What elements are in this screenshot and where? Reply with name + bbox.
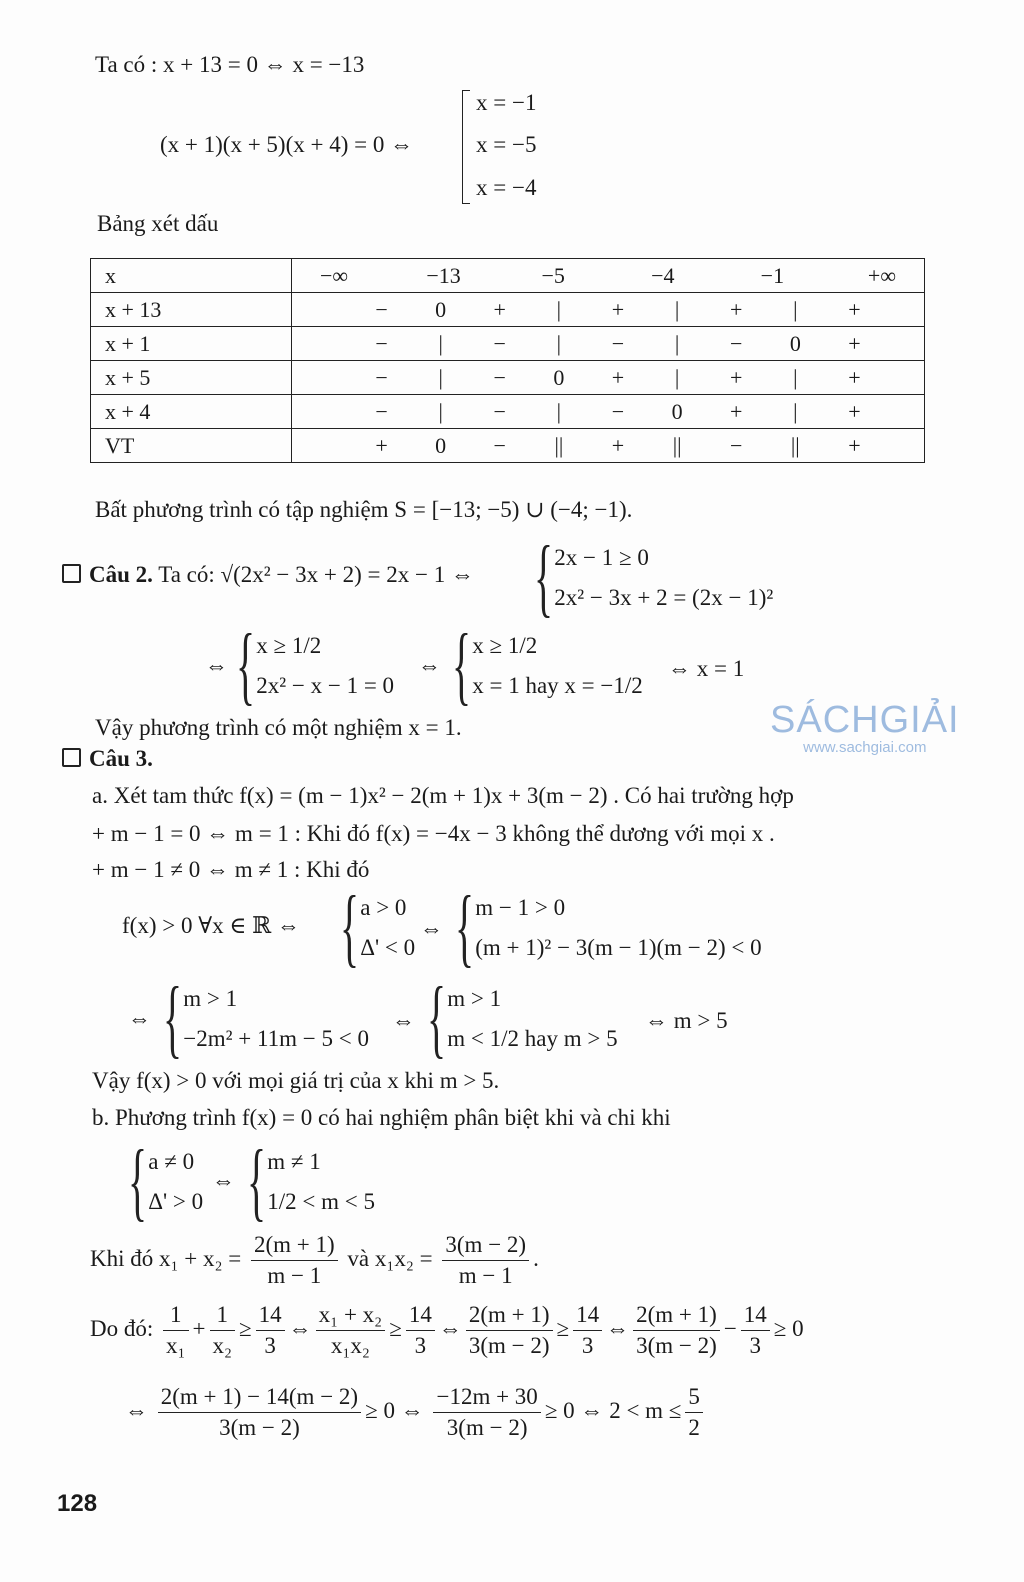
equation-system: { m ≠ 1 1/2 < m < 5 bbox=[247, 1133, 375, 1230]
sign-cell: + bbox=[848, 364, 861, 390]
sign-cells bbox=[292, 293, 925, 327]
equation-system: { m > 1 m < 1/2 hay m > 5 bbox=[427, 970, 618, 1067]
eq: x = 1 hay x = −1/2 bbox=[472, 673, 643, 698]
sign-cell: + bbox=[848, 296, 861, 322]
sign-cell: | bbox=[438, 364, 443, 390]
sign-cell: + bbox=[611, 364, 625, 390]
den: x₂ bbox=[212, 1333, 233, 1358]
result: ⇔ x = 1 bbox=[668, 656, 745, 681]
eq: x ≥ 1/2 bbox=[472, 633, 538, 658]
num: x₁ + x₂ bbox=[316, 1302, 386, 1331]
equiv: ⇔ bbox=[128, 1006, 151, 1031]
sign-cells bbox=[292, 361, 925, 395]
eq: 2x² − x − 1 = 0 bbox=[256, 673, 395, 698]
sign-cell: | bbox=[674, 364, 680, 390]
eq: m ≠ 1 bbox=[267, 1149, 321, 1174]
num: 1 bbox=[210, 1302, 236, 1331]
checkbox-icon bbox=[62, 564, 81, 583]
sign-cell: + bbox=[729, 398, 743, 424]
den: 2 bbox=[688, 1415, 700, 1440]
sign-cell: | bbox=[793, 364, 798, 390]
sign-cell: | bbox=[674, 296, 680, 322]
sign-cell: | bbox=[438, 330, 443, 356]
sign-cell: || bbox=[790, 432, 800, 458]
equation-system: { x ≥ 1/2 x = 1 hay x = −1/2 bbox=[452, 617, 643, 714]
eq: a ≠ 0 bbox=[148, 1149, 195, 1174]
sign-cell: | bbox=[556, 398, 562, 424]
inequality-chain: ⇔ $\frac{2(m + 1) - 14(m - 2)}{3(m - 2)}$ ≥ 0 ⇔ $\frac{-12m + 30}{3(m - 2)}$ ≥ 0 ⇔ 2 < m ≤ $\frac{5}{2}$ bbox=[125, 1384, 707, 1441]
watermark-title: SÁCHGIẢI bbox=[770, 699, 960, 741]
num: 14 bbox=[256, 1302, 285, 1331]
equation: f(x) > 0 ∀x ∈ ℝ ⇔ bbox=[122, 913, 300, 938]
sign-cell: | bbox=[674, 330, 680, 356]
sign-cells bbox=[292, 395, 925, 429]
den: m − 1 bbox=[267, 1263, 322, 1288]
page-number: 128 bbox=[57, 1490, 98, 1517]
num: −12m + 30 bbox=[433, 1384, 540, 1413]
text-line: + m − 1 = 0 ⇔ m = 1 : Khi đó f(x) = −4x − 3 không thể dương với mọi x . bbox=[92, 821, 775, 846]
sign-cells bbox=[292, 327, 925, 361]
text-line: a. Xét tam thức f(x) = (m − 1)x² − 2(m + 1)x + 3(m − 2) . Có hai trường hợp bbox=[92, 783, 794, 808]
checkbox-icon bbox=[62, 748, 81, 767]
fraction bbox=[251, 1232, 338, 1289]
watermark-logo bbox=[770, 700, 960, 756]
equation: Ta có: √(2x² − 3x + 2) = 2x − 1 ⇔ bbox=[158, 562, 474, 587]
den: 3(m − 2) bbox=[636, 1333, 717, 1358]
den: 3 bbox=[264, 1333, 276, 1358]
num: 2(m + 1) bbox=[466, 1302, 553, 1331]
equiv: ⇔ bbox=[212, 1168, 235, 1193]
equation-system: { 2x − 1 ≥ 0 2x² − 3x + 2 = (2x − 1)² bbox=[534, 529, 774, 626]
sign-cell: + bbox=[729, 296, 743, 322]
num: 1 bbox=[163, 1302, 189, 1331]
sign-cell: || bbox=[554, 432, 564, 458]
num: 14 bbox=[741, 1302, 770, 1331]
eq: 1/2 < m < 5 bbox=[267, 1189, 375, 1214]
num: 14 bbox=[573, 1302, 602, 1331]
header-cell: x bbox=[91, 259, 292, 293]
row-label: x + 1 bbox=[91, 327, 292, 361]
row-label: VT bbox=[91, 429, 292, 463]
sign-cell: − bbox=[493, 398, 506, 424]
den: m − 1 bbox=[458, 1263, 513, 1288]
equiv: ⇔ bbox=[418, 653, 441, 678]
row-label: x + 13 bbox=[91, 293, 292, 327]
eq: m > 1 bbox=[183, 986, 238, 1011]
num: 5 bbox=[685, 1384, 703, 1413]
sign-cell: − bbox=[375, 398, 388, 424]
sign-cell: + bbox=[375, 432, 388, 458]
question-label: Câu 2. bbox=[89, 562, 153, 587]
sign-cell: | bbox=[556, 296, 562, 322]
text-line: Vậy f(x) > 0 với mọi giá trị của x khi m > 5. bbox=[92, 1068, 500, 1093]
equation: (x + 1)(x + 5)(x + 4) = 0 ⇔ bbox=[160, 132, 414, 157]
row-label: x + 4 bbox=[91, 395, 292, 429]
question-heading bbox=[62, 746, 153, 772]
eq: x ≥ 1/2 bbox=[256, 633, 322, 658]
sign-table bbox=[90, 258, 925, 463]
sign-cell: 0 bbox=[671, 398, 683, 424]
sign-cell: − bbox=[493, 364, 506, 390]
watermark-url: www.sachgiai.com bbox=[803, 739, 927, 756]
header-cell: −∞ bbox=[319, 262, 349, 288]
sign-cells bbox=[292, 429, 925, 463]
den: 3(m − 2) bbox=[446, 1415, 528, 1440]
sign-cell: − bbox=[729, 330, 743, 356]
num: 2(m + 1) bbox=[633, 1302, 720, 1331]
den: 3 bbox=[414, 1333, 427, 1358]
eq: Δ' < 0 bbox=[360, 935, 416, 960]
case: x = −4 bbox=[476, 175, 537, 200]
equation-system: { m > 1 −2m² + 11m − 5 < 0 bbox=[163, 970, 369, 1067]
equation-system: { a ≠ 0 Δ' > 0 bbox=[128, 1133, 204, 1230]
eq: a > 0 bbox=[360, 895, 407, 920]
text: Do đó: bbox=[90, 1315, 154, 1341]
sign-cell: + bbox=[848, 432, 861, 458]
sign-cell: 0 bbox=[553, 364, 565, 390]
case: x = −5 bbox=[476, 132, 537, 157]
table-row bbox=[91, 361, 925, 395]
sign-cell: 0 bbox=[435, 296, 447, 322]
sign-cell: 0 bbox=[789, 330, 801, 356]
equation-system: { a > 0 Δ' < 0 bbox=[340, 879, 416, 976]
header-cell: −4 bbox=[651, 262, 675, 288]
eq: 2x − 1 ≥ 0 bbox=[554, 545, 649, 570]
sign-cell: 0 bbox=[435, 432, 447, 458]
eq: m − 1 > 0 bbox=[475, 895, 566, 920]
result: ⇔ m > 5 bbox=[645, 1008, 728, 1033]
header-cell: −13 bbox=[426, 262, 461, 288]
num: 14 bbox=[406, 1302, 435, 1331]
text-line: Vậy phương trình có một nghiệm x = 1. bbox=[95, 715, 462, 740]
equiv: ⇔ bbox=[420, 916, 443, 941]
sign-cell: + bbox=[848, 398, 861, 424]
equation-system: { x ≥ 1/2 2x² − x − 1 = 0 bbox=[236, 617, 395, 714]
inequality-chain: Do đó: $\frac{1}{\text{x₁}}$ + $\frac{1}{\text{x₂}}$ ≥ $\frac{14}{3}$ ⇔ $\frac{\text{x₁ + x₂}}{\text{x₁x₂}}$ ≥ $\frac{14}{3}$ ⇔ $\frac{2(m + 1)}{3(m - 2)}$ ≥ $\frac{14}{3}$ ⇔ $\frac{2(m + 1)}{3(m - 2)}$ − $\frac{14}{3}$ ≥ 0 bbox=[90, 1302, 804, 1358]
sign-cell: − bbox=[611, 398, 625, 424]
table-row bbox=[91, 293, 925, 327]
question-heading bbox=[62, 562, 474, 588]
header-cell: −5 bbox=[541, 262, 565, 288]
eq: 2x² − 3x + 2 = (2x − 1)² bbox=[554, 585, 774, 610]
sign-cell: − bbox=[493, 432, 506, 458]
text: 2 < m ≤ bbox=[609, 1397, 682, 1423]
den: 3 bbox=[749, 1333, 762, 1358]
text-line: Bất phương trình có tập nghiệm S = [−13; −5) ∪ (−4; −1). bbox=[95, 497, 633, 522]
sign-cell: | bbox=[438, 398, 443, 424]
den: 3(m − 2) bbox=[219, 1415, 300, 1440]
table-row bbox=[91, 395, 925, 429]
eq: −2m² + 11m − 5 < 0 bbox=[183, 1026, 369, 1051]
sign-cell: − bbox=[375, 330, 388, 356]
text-line: Ta có : x + 13 = 0 ⇔ x = −13 bbox=[95, 52, 365, 77]
text-line: b. Phương trình f(x) = 0 có hai nghiệm phân biệt khi và chi khi bbox=[92, 1105, 671, 1130]
sign-cell: | bbox=[793, 398, 798, 424]
sign-cell: − bbox=[375, 296, 388, 322]
header-cell: −1 bbox=[760, 262, 785, 288]
text: Khi đó x₁ + x₂ = bbox=[90, 1245, 242, 1271]
sign-cell: | bbox=[793, 296, 798, 322]
num: 2(m + 1) − 14(m − 2) bbox=[158, 1384, 361, 1413]
vieta-line: Khi đó x₁ + x₂ = $\frac{2(m + 1)}{m - 1}$ và x₁x₂ = $\frac{3(m - 2)}{m - 1}$ . bbox=[90, 1232, 539, 1288]
eq: Δ' > 0 bbox=[148, 1189, 204, 1214]
header-cell: +∞ bbox=[867, 262, 897, 288]
bracket bbox=[462, 90, 470, 204]
den: x₁ bbox=[166, 1333, 186, 1358]
text-line: + m − 1 ≠ 0 ⇔ m ≠ 1 : Khi đó bbox=[92, 857, 370, 882]
row-label: x + 5 bbox=[91, 361, 292, 395]
table-row bbox=[91, 259, 925, 293]
num: 2(m + 1) bbox=[251, 1232, 338, 1261]
table-row bbox=[91, 429, 925, 463]
equation-system: { m − 1 > 0 (m + 1)² − 3(m − 1)(m − 2) < 0 bbox=[455, 879, 762, 976]
sign-cell: || bbox=[672, 432, 682, 458]
den: 3(m − 2) bbox=[468, 1333, 550, 1358]
table-title: Bảng xét dấu bbox=[97, 211, 219, 236]
den: 3 bbox=[581, 1333, 594, 1358]
table-row bbox=[91, 327, 925, 361]
text: và x₁x₂ = bbox=[347, 1245, 433, 1271]
sign-cell: − bbox=[493, 330, 506, 356]
question-label: Câu 3. bbox=[89, 746, 153, 771]
sign-cell: + bbox=[493, 296, 506, 322]
eq: (m + 1)² − 3(m − 1)(m − 2) < 0 bbox=[475, 935, 762, 960]
sign-cell: − bbox=[611, 330, 625, 356]
case: x = −1 bbox=[476, 90, 537, 115]
sign-cell: − bbox=[375, 364, 388, 390]
eq: m > 1 bbox=[447, 986, 502, 1011]
eq: m < 1/2 hay m > 5 bbox=[447, 1026, 618, 1051]
equiv: ⇔ bbox=[392, 1008, 415, 1033]
sign-cell: + bbox=[611, 296, 625, 322]
den: x₁x₂ bbox=[330, 1333, 370, 1358]
sign-cell: + bbox=[848, 330, 861, 356]
sign-cell: | bbox=[556, 330, 562, 356]
sign-cell: + bbox=[729, 364, 743, 390]
fraction bbox=[442, 1232, 529, 1289]
num: 3(m − 2) bbox=[442, 1232, 529, 1261]
equiv: ⇔ bbox=[205, 653, 228, 678]
sign-cell: + bbox=[611, 432, 625, 458]
sign-cell: − bbox=[729, 432, 743, 458]
